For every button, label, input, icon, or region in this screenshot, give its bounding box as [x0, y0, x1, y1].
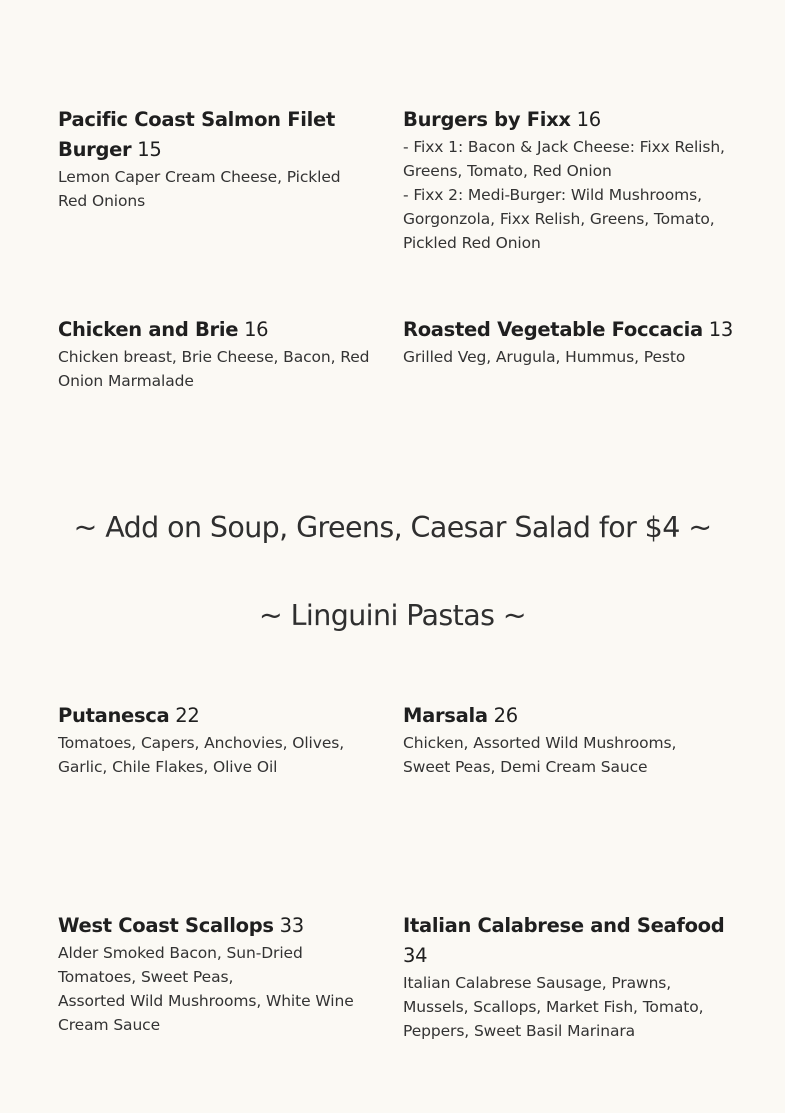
- menu-item-marsala: [403, 701, 728, 779]
- menu-item-roasted-vegetable-foccacia: [403, 315, 743, 369]
- menu-item-chicken-brie: [58, 315, 383, 393]
- item-description: Tomatoes, Capers, Anchovies, Olives, Garlic, Chile Flakes, Olive Oil: [58, 734, 345, 776]
- item-title: [58, 315, 383, 345]
- menu-item-salmon-burger: [58, 105, 383, 213]
- item-name: Marsala: [403, 704, 488, 727]
- pastas-heading: ~ Linguini Pastas ~: [258, 599, 527, 632]
- menu-item-burgers-by-fixx: [403, 105, 728, 255]
- menu-item-italian-calabrese-seafood: [403, 911, 728, 1043]
- item-title: [58, 911, 383, 941]
- item-price: 16: [244, 318, 269, 341]
- item-description-line: Alder Smoked Bacon, Sun-Dried Tomatoes, Sweet Peas,: [58, 944, 303, 986]
- item-description-line: - Fixx 1: Bacon & Jack Cheese: Fixx Relish, Greens, Tomato, Red Onion: [403, 138, 725, 180]
- item-title: [403, 315, 743, 345]
- item-name: Burger: [58, 138, 132, 161]
- item-description: Chicken, Assorted Wild Mushrooms, Sweet Peas, Demi Cream Sauce: [403, 734, 677, 776]
- item-title: [403, 911, 728, 971]
- item-name: Burgers by Fixx: [403, 108, 571, 131]
- item-title: [403, 701, 728, 731]
- item-description: [403, 135, 728, 255]
- item-price: 13: [708, 318, 733, 341]
- item-price: 34: [403, 944, 428, 967]
- item-name: Roasted Vegetable Foccacia: [403, 318, 703, 341]
- menu-item-putanesca: [58, 701, 383, 779]
- item-name: Italian Calabrese and Seafood: [403, 914, 725, 937]
- item-description: Chicken breast, Brie Cheese, Bacon, Red Onion Marmalade: [58, 348, 370, 390]
- item-title: [58, 701, 383, 731]
- item-description: Lemon Caper Cream Cheese, Pickled Red Onions: [58, 168, 341, 210]
- item-title: [403, 105, 728, 135]
- addon-heading: ~ Add on Soup, Greens, Caesar Salad for $4 ~: [73, 511, 712, 544]
- item-description: [58, 941, 368, 1037]
- item-name: West Coast Scallops: [58, 914, 274, 937]
- item-price: 33: [279, 914, 304, 937]
- item-title: [58, 105, 383, 165]
- item-price: 16: [576, 108, 601, 131]
- item-name: Pacific Coast Salmon Filet: [58, 108, 335, 131]
- item-price: 22: [175, 704, 200, 727]
- item-name: Chicken and Brie: [58, 318, 239, 341]
- item-price: 26: [493, 704, 518, 727]
- item-description-line: - Fixx 2: Medi-Burger: Wild Mushrooms, Gorgonzola, Fixx Relish, Greens, Tomato, Pickled Red Onion: [403, 186, 715, 252]
- item-name: Putanesca: [58, 704, 170, 727]
- item-description: Grilled Veg, Arugula, Hummus, Pesto: [403, 348, 686, 366]
- item-price: 15: [137, 138, 162, 161]
- item-description: Italian Calabrese Sausage, Prawns, Mussels, Scallops, Market Fish, Tomato, Peppers, Sweet Basil Marinara: [403, 974, 704, 1040]
- menu-item-west-coast-scallops: [58, 911, 383, 1037]
- item-description-line: Assorted Wild Mushrooms, White Wine Cream Sauce: [58, 992, 354, 1034]
